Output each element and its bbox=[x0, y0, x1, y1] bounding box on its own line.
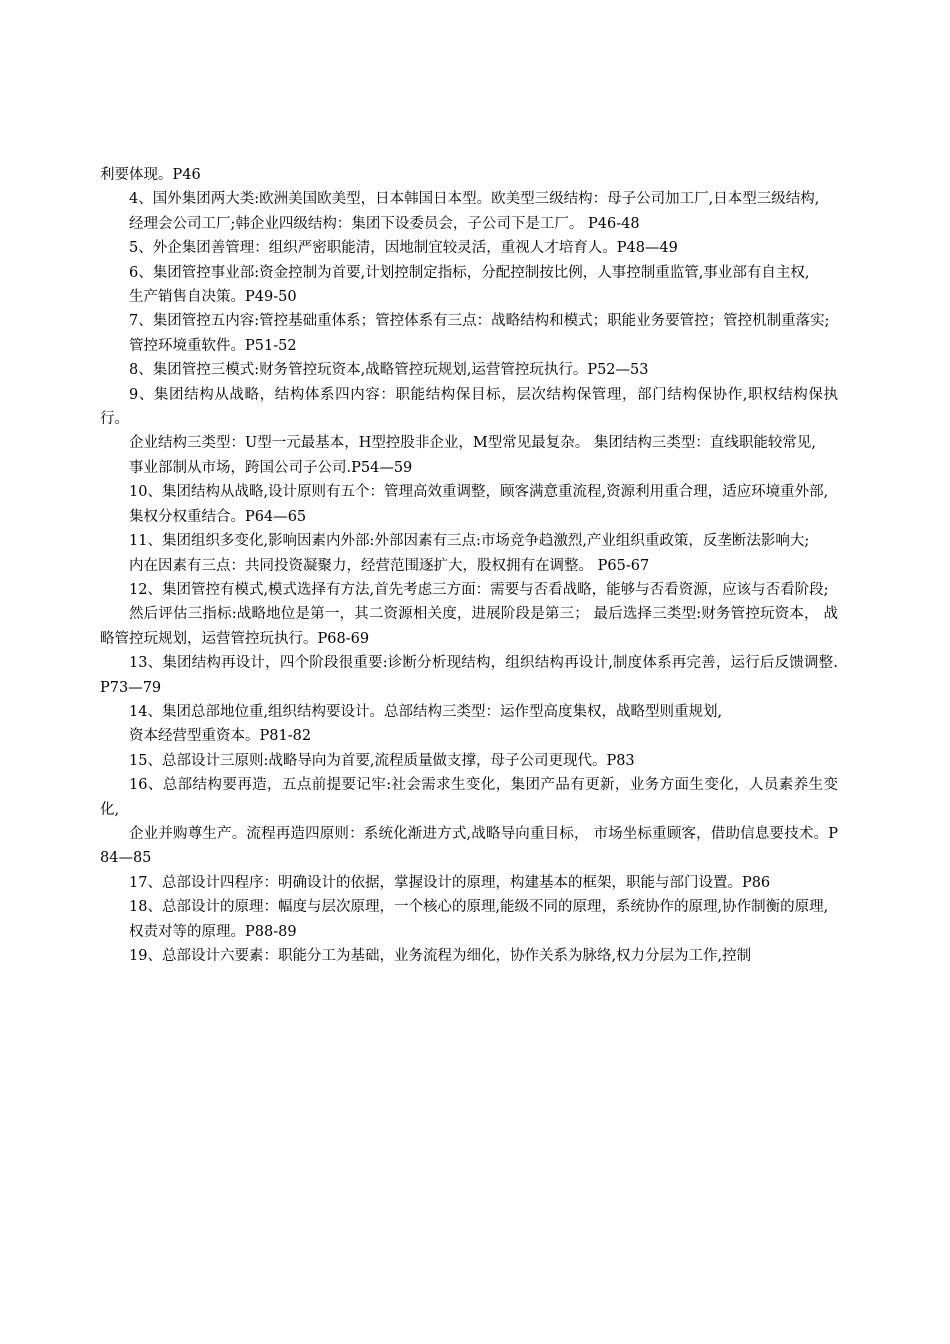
text-line-17: 12、集团管控有模式,模式选择有方法,首先考虑三方面：需要与否看战略，能够与否看资源，应该与否看阶段; bbox=[129, 581, 829, 598]
text-line-10: 9、集团结构从战略，结构体系四内容：职能结构保目标，层次结构保管理，部门结构保协作,职权结构保执行。 bbox=[100, 386, 838, 428]
text-line-9: 8、集团管控三模式:财务管控玩资本,战略管控玩规划,运营管控玩执行。P52—53 bbox=[129, 362, 649, 379]
text-line-6: 生产销售自决策。P49-50 bbox=[129, 289, 297, 306]
text-line-14: 集权分权重结合。P64—65 bbox=[129, 508, 307, 525]
text-line-7: 7、集团管控五内容:管控基础重体系；管控体系有三点：战略结构和模式；职能业务要管控；管控机制重落实; bbox=[129, 313, 830, 330]
text-line-13: 10、集团结构从战略,设计原则有五个：管理高效重调整，顾客满意重流程,资源利用重合理，适应环境重外部, bbox=[129, 484, 829, 501]
text-line-21: 资本经营型重资本。P81-82 bbox=[129, 728, 312, 745]
text-line-16: 内在因素有三点：共同投资凝聚力，经营范围逐扩大，股权拥有在调整。 P65-67 bbox=[129, 557, 650, 574]
text-line-15: 11、集团组织多变化,影响因素内外部:外部因素有三点:市场竞争趋激烈,产业组织重政策，反垄断法影响大; bbox=[129, 533, 810, 550]
text-line-4: 5、外企集团善管理：组织严密职能清，因地制宜较灵活，重视人才培育人。P48—49 bbox=[129, 240, 678, 257]
text-line-28: 19、总部设计六要素：职能分工为基础，业务流程为细化，协作关系为脉络,权力分层为工作,控制 bbox=[129, 948, 752, 964]
text-line-22: 15、总部设计三原则:战略导向为首要,流程质量做支撑，母子公司更现代。P83 bbox=[129, 752, 635, 769]
document-page bbox=[100, 163, 838, 968]
text-line-1: 利要体现。P46 bbox=[100, 167, 201, 183]
text-line-3: 经理会公司工厂;韩企业四级结构：集团下设委员会，子公司下是工厂。 P46-48 bbox=[129, 215, 640, 232]
text-line-19: 13、集团结构再设计，四个阶段很重要:诊断分析现结构，组织结构再设计,制度体系再完善，运行后反馈调整.P73—79 bbox=[100, 655, 838, 696]
text-line-23: 16、总部结构要再造，五点前提要记牢:社会需求生变化，集团产品有更新，业务方面生变化，人员素养生变化, bbox=[100, 777, 838, 818]
text-line-27: 权责对等的原理。P88-89 bbox=[129, 923, 297, 940]
text-line-26: 18、总部设计的原理：幅度与层次原理，一个核心的原理,能级不同的原理，系统协作的原理,协作制衡的原理, bbox=[129, 899, 829, 916]
text-line-11: 企业结构三类型：U型一元最基本，H型控股非企业，M型常见最复杂。 集团结构三类型：直线职能较常见, bbox=[129, 435, 816, 452]
text-line-5: 6、集团管控事业部:资金控制为首要,计划控制定指标，分配控制按比例，人事控制重监管,事业部有自主权, bbox=[129, 264, 810, 281]
text-line-8: 管控环境重软件。P51-52 bbox=[129, 337, 297, 354]
text-line-24: 企业并购尊生产。流程再造四原则：系统化渐进方式,战略导向重目标， 市场坐标重顾客，借助信息要技术。P84—85 bbox=[100, 825, 838, 867]
text-line-20: 14、集团总部地位重,组织结构要设计。总部结构三类型：运作型高度集权，战略型则重规划, bbox=[129, 703, 723, 720]
text-line-2: 4、国外集团两大类:欧洲美国欧美型，日本韩国日本型。欧美型三级结构：母子公司加工厂,日本型三级结构, bbox=[129, 191, 820, 208]
text-line-25: 17、总部设计四程序：明确设计的依据，掌握设计的原理，构建基本的框架，职能与部门设置。P86 bbox=[129, 874, 771, 891]
text-line-18: 然后评估三指标:战略地位是第一，其二资源相关度，进展阶段是第三； 最后选择三类型:财务管控玩资本， 战略管控玩规划，运营管控玩执行。P68-69 bbox=[100, 606, 838, 647]
text-line-12: 事业部制从市场，跨国公司子公司.P54—59 bbox=[129, 459, 413, 476]
